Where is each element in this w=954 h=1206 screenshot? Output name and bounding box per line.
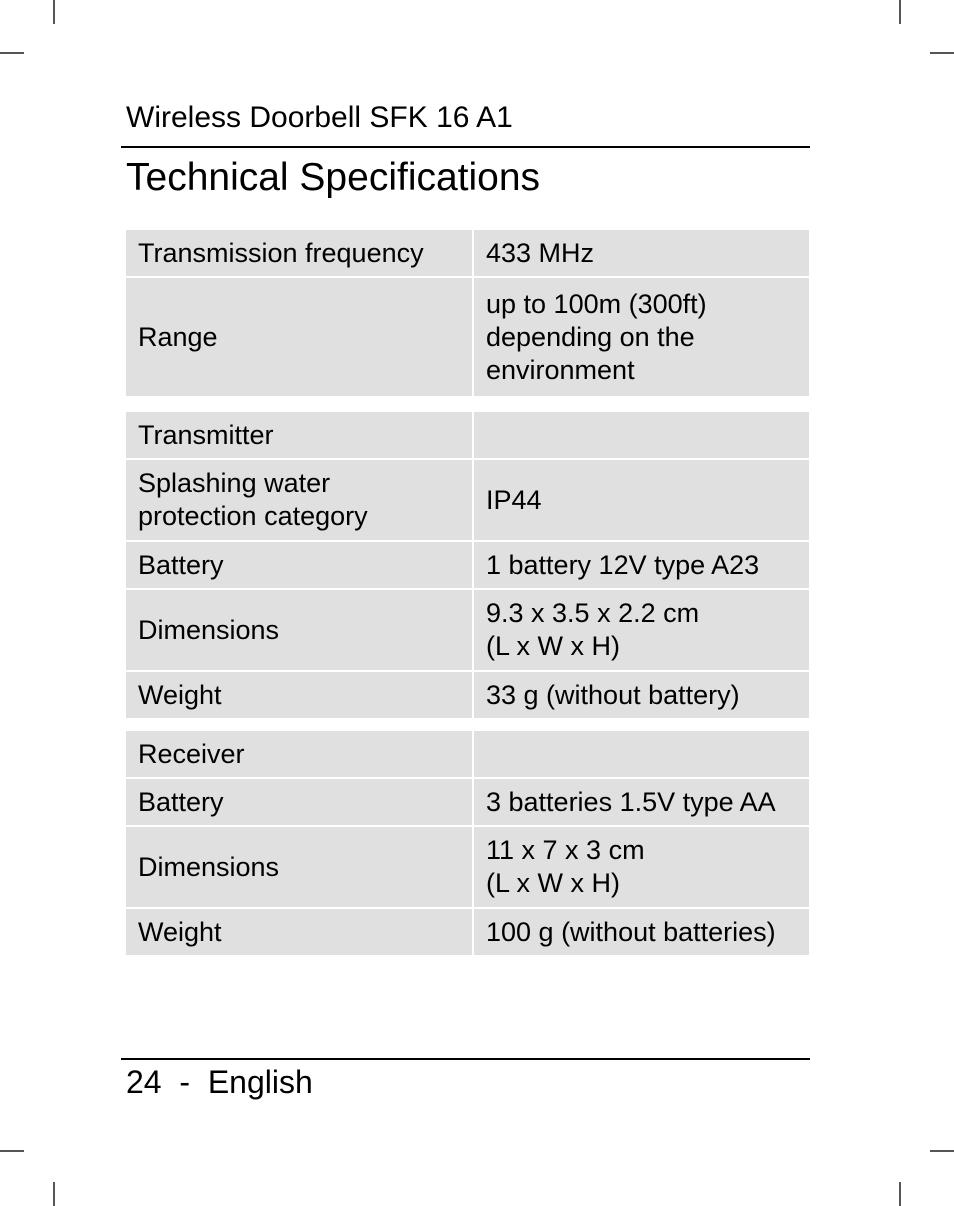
spec-label-line: Dimensions: [138, 614, 280, 645]
spec-value: [473, 908, 810, 956]
empty-cell: [473, 730, 810, 778]
spec-value-line: up to 100m (300ft): [486, 288, 707, 319]
spec-value-line: 433 MHz: [486, 237, 595, 268]
spec-value: [473, 671, 810, 719]
spec-value: [473, 826, 810, 908]
running-header: Wireless Doorbell SFK 16 A1: [126, 101, 513, 134]
crop-mark-bottom-right: [899, 1182, 901, 1206]
spec-value: [473, 229, 810, 277]
spec-label-line: Weight: [138, 916, 222, 947]
table-heading: Transmitter: [125, 411, 473, 459]
crop-mark-bottom-left: [0, 1150, 24, 1152]
spec-label: Transmission frequency: [125, 229, 473, 277]
crop-mark-top-left: [53, 0, 55, 24]
table-heading: Receiver: [125, 730, 473, 778]
page-title: Technical Specifications: [126, 156, 541, 199]
crop-mark-top-right: [899, 0, 901, 24]
spec-value-line: 9.3 x 3.5 x 2.2 cm: [486, 598, 700, 628]
spec-value: [473, 589, 810, 671]
spec-value-line: (L x W x H): [486, 868, 620, 898]
transmitter-spec-table: [124, 410, 811, 720]
header-rule: [121, 146, 810, 148]
spec-value-line: 1 battery 12V type A23: [486, 549, 760, 580]
spec-label-line: Dimensions: [138, 851, 280, 882]
table-row: [125, 589, 810, 671]
receiver-spec-table: [124, 729, 811, 957]
page-footer: 24 - English: [126, 1064, 313, 1100]
spec-label-line: protection category: [138, 501, 368, 531]
table-row: [125, 671, 810, 719]
spec-value: [473, 778, 810, 826]
table-row: [125, 908, 810, 956]
crop-mark-bottom-left: [53, 1182, 55, 1206]
spec-value-line: (L x W x H): [486, 631, 620, 661]
table-row: [125, 277, 810, 397]
spec-value: [473, 459, 810, 541]
spec-label: [125, 459, 473, 541]
spec-label-line: Battery: [138, 786, 224, 817]
spec-label: [125, 671, 473, 719]
spec-label: [125, 908, 473, 956]
spec-value-line: 33 g (without battery): [486, 679, 740, 710]
spec-value-line: environment: [486, 354, 635, 385]
table-row: [125, 541, 810, 589]
spec-label: [125, 826, 473, 908]
spec-label-line: Battery: [138, 549, 224, 580]
spec-label-line: Weight: [138, 679, 222, 710]
footer-rule: [121, 1058, 810, 1060]
empty-cell: [473, 411, 810, 459]
table-heading-row: [125, 730, 810, 778]
spec-label-line: Splashing water: [138, 468, 331, 498]
spec-label: [125, 541, 473, 589]
table-heading-row: [125, 411, 810, 459]
spec-value-line: 3 batteries 1.5V type AA: [486, 786, 776, 817]
spec-label: Range: [125, 277, 473, 397]
spec-value-line: 100 g (without batteries): [486, 916, 776, 947]
crop-mark-bottom-right: [930, 1150, 954, 1152]
table-row: [125, 229, 810, 277]
spec-value-line: IP44: [486, 484, 542, 515]
spec-value-line: 11 x 7 x 3 cm: [486, 835, 645, 865]
spec-value-line: depending on the: [486, 321, 695, 352]
spec-value: [473, 277, 810, 397]
crop-mark-top-right: [930, 52, 954, 54]
spec-value: [473, 541, 810, 589]
crop-mark-top-left: [0, 52, 24, 54]
spec-label: [125, 778, 473, 826]
spec-label: [125, 589, 473, 671]
table-row: [125, 826, 810, 908]
general-spec-table: [124, 228, 811, 398]
table-row: [125, 778, 810, 826]
table-row: [125, 459, 810, 541]
